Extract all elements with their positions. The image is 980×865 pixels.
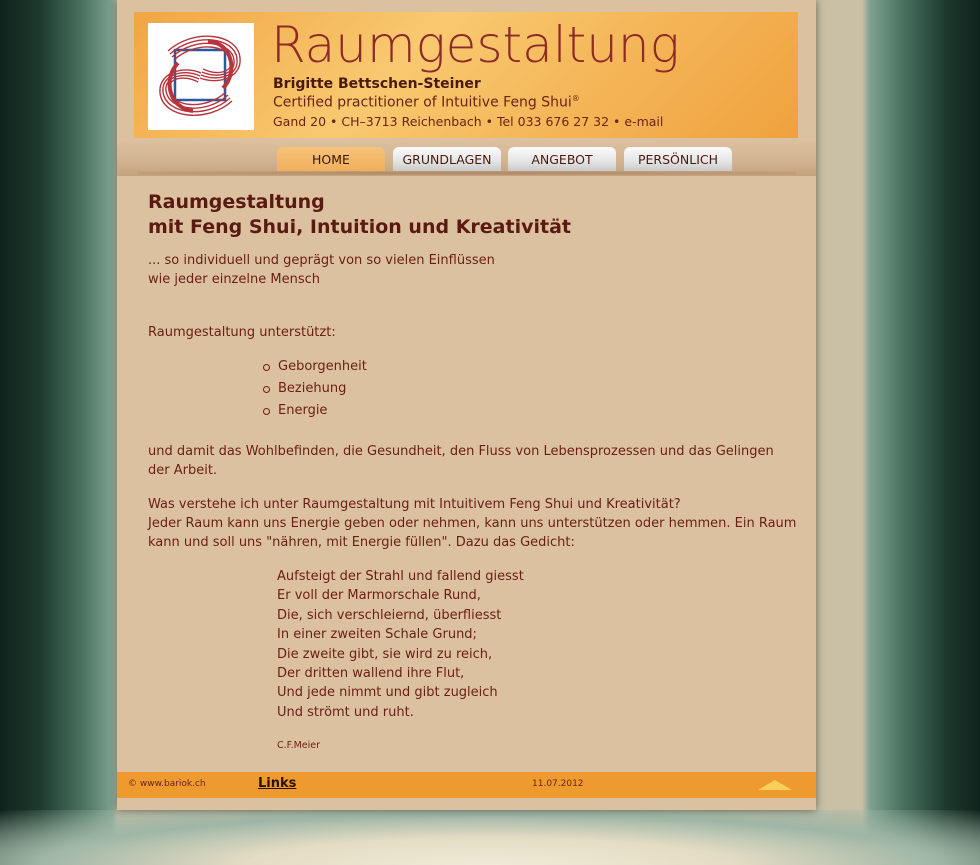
feng-shui-logo[interactable] <box>148 23 254 130</box>
answer-line-2: kann und soll uns "nähren, mit Energie füllen". Dazu das Gedicht: <box>148 535 575 550</box>
site-title: Raumgestaltung <box>271 16 680 74</box>
page-container <box>117 0 816 810</box>
answer-line-1: Jeder Raum kann uns Energie geben oder nehmen, kann uns unterstützen oder hemmen. Ein Raum <box>148 516 797 531</box>
heading-line-2: mit Feng Shui, Intuition und Kreativität <box>148 216 571 238</box>
tab-persoenlich[interactable]: PERSÖNLICH <box>624 147 732 171</box>
poem-line: Die, sich verschleiernd, überfliesst <box>277 607 502 623</box>
last-updated-date: 11.07.2012 <box>532 779 584 789</box>
site-footer <box>117 772 816 798</box>
poem-line: Der dritten wallend ihre Flut, <box>277 666 465 682</box>
list-item: Energie <box>278 400 367 422</box>
intro-text <box>148 251 495 289</box>
background-glow <box>0 810 980 865</box>
poem-line: Und strömt und ruht. <box>277 704 414 720</box>
question-line: Was verstehe ich unter Raumgestaltung mit Intuitivem Feng Shui und Kreativität? <box>148 497 681 512</box>
supports-list <box>278 356 367 422</box>
poem-line: Aufsteigt der Strahl und fallend giesst <box>277 569 524 584</box>
logo-swirl-icon <box>148 23 254 130</box>
email-link[interactable]: e-mail <box>624 114 664 129</box>
tab-grundlagen[interactable]: GRUNDLAGEN <box>393 147 501 171</box>
poem <box>277 567 524 722</box>
owner-name: Brigitte Bettschen-Steiner <box>273 76 481 92</box>
main-navigation <box>117 140 816 176</box>
site-header <box>134 12 798 138</box>
scroll-to-top-icon[interactable] <box>758 780 792 790</box>
poem-line: Und jede nimmt und gibt zugleich <box>277 685 498 701</box>
wellbeing-line-1: und damit das Wohlbefinden, die Gesundheit, den Fluss von Lebensprozessen und das Gelingen <box>148 444 774 459</box>
poem-line: Die zweite gibt, sie wird zu reich, <box>277 646 493 662</box>
poem-author: C.F.Meier <box>277 740 321 751</box>
links-link[interactable]: Links <box>258 776 297 791</box>
page-heading <box>148 190 778 240</box>
poem-line: In einer zweiten Schale Grund; <box>277 627 477 643</box>
address-text: Gand 20 • CH–3713 Reichenbach • Tel 033 676 27 32 • <box>273 114 625 129</box>
list-item: Geborgenheit <box>278 356 367 378</box>
supports-label: Raumgestaltung unterstützt: <box>148 325 336 340</box>
heading-line-1: Raumgestaltung <box>148 191 325 213</box>
contact-line <box>273 114 663 129</box>
main-content <box>148 190 797 751</box>
intro-line-1: ... so individuell und geprägt von so vielen Einflüssen <box>148 253 495 268</box>
copyright-text: © www.bariok.ch <box>128 779 206 789</box>
intro-line-2: wie jeder einzelne Mensch <box>148 272 320 287</box>
certification-text: Certified practitioner of Intuitive Feng Shui <box>273 94 572 111</box>
poem-line: Er voll der Marmorschale Rund, <box>277 588 481 604</box>
wellbeing-paragraph <box>148 442 774 480</box>
wellbeing-line-2: der Arbeit. <box>148 463 218 478</box>
certification-line <box>273 94 580 111</box>
tab-angebot[interactable]: ANGEBOT <box>508 147 616 171</box>
tab-home[interactable]: HOME <box>277 147 385 171</box>
explanation-paragraph <box>148 495 796 552</box>
list-item: Beziehung <box>278 378 367 400</box>
registered-mark: ® <box>571 94 580 103</box>
